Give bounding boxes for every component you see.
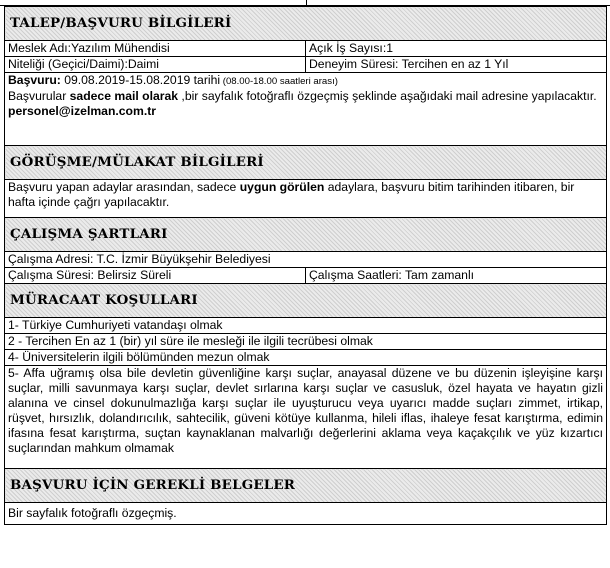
- deneyim-cell: Deneyim Süresi: Tercihen en az 1 Yıl: [306, 57, 607, 73]
- section-title-belgeler: BAŞVURU İÇİN GEREKLİ BELGELER: [5, 469, 607, 503]
- basvuru-dates: 09.08.2019-15.08.2019 tarihi: [60, 73, 221, 87]
- basvuru-line: [8, 73, 603, 89]
- meslek-cell: Meslek Adı:Yazılım Mühendisi: [5, 41, 306, 57]
- section-title-muracaat: MÜRACAAT KOŞULLARI: [5, 284, 607, 318]
- muracaat-item: 1- Türkiye Cumhuriyeti vatandaşı olmak: [5, 318, 607, 334]
- muracaat-item: 5- Affa uğramış olsa bile devletin güvenliğine karşı suçlar, anayasal düzene ve bu düzenin işleyişine karşı suçlar, milli savunmaya karşı suçlar, devlet sırlarına karşı suçlar ve casusluk, özel hayata ve hayatın gizli alanına ve cinsel dokunulmazlığa karşı suçlar ile uyuşturucu veya uyarıcı madde suçları zimmet, irtikap, rüşvet, hırsızlık, dolandırıcılık, sahtecilik, güveni kötüye kullanma, hileli iflas, ihaleye fesat karıştırma, edimin ifasına fesat karıştırma, suçtan kaynaklanan malvarlığı değerlerini aklama veya kaçakçılık ve yüz kızartıcı suçlarından mahkum olmamak: [5, 366, 607, 469]
- section-title-gorusme: GÖRÜŞME/MÜLAKAT BİLGİLERİ: [5, 146, 607, 180]
- instructions-bold: sadece mail olarak: [69, 89, 179, 103]
- basvuru-instructions: [8, 89, 603, 104]
- basvuru-label: Başvuru:: [8, 73, 61, 87]
- contact-email[interactable]: personel@izelman.com.tr: [8, 104, 157, 118]
- acik-is-cell: Açık İş Sayısı:1: [306, 41, 607, 57]
- section-title-talep: TALEP/BAŞVURU BİLGİLERİ: [5, 7, 607, 41]
- section-title-calisma: ÇALIŞMA ŞARTLARI: [5, 218, 607, 252]
- muracaat-item: 4- Üniversitelerin ilgili bölümünden mezun olmak: [5, 350, 607, 366]
- basvuru-hours: (08.00-18.00 saatleri arası): [220, 76, 338, 87]
- belgeler-text-cell: Bir sayfalık fotoğraflı özgeçmiş.: [5, 503, 607, 525]
- calisma-adres-cell: Çalışma Adresi: T.C. İzmir Büyükşehir Belediyesi: [5, 252, 607, 268]
- gorusme-text-cell: [5, 180, 607, 218]
- gorusme-post: adaylara, başvuru bitim tarihinden itibaren, bir hafta içinde çağrı yapılacaktır.: [8, 180, 575, 209]
- muracaat-item: 2 - Tercihen En az 1 (bir) yıl süre ile mesleği ile ilgili tecrübesi olmak: [5, 334, 607, 350]
- gorusme-pre: Başvuru yapan adaylar arasından, sadece: [8, 180, 240, 194]
- calisma-sure-cell: Çalışma Süresi: Belirsiz Süreli: [5, 268, 306, 284]
- basvuru-info-cell: [5, 73, 607, 146]
- instructions-post: ,bir sayfalık fotoğraflı özgeçmiş şeklinde aşağıdaki mail adresine yapılacaktır.: [178, 89, 597, 103]
- niteligi-cell: Niteliği (Geçici/Daimi):Daimi: [5, 57, 306, 73]
- calisma-saat-cell: Çalışma Saatleri: Tam zamanlı: [306, 268, 607, 284]
- posting-table: [4, 6, 607, 525]
- instructions-pre: Başvurular: [8, 89, 70, 103]
- gorusme-bold: uygun görülen: [239, 180, 325, 194]
